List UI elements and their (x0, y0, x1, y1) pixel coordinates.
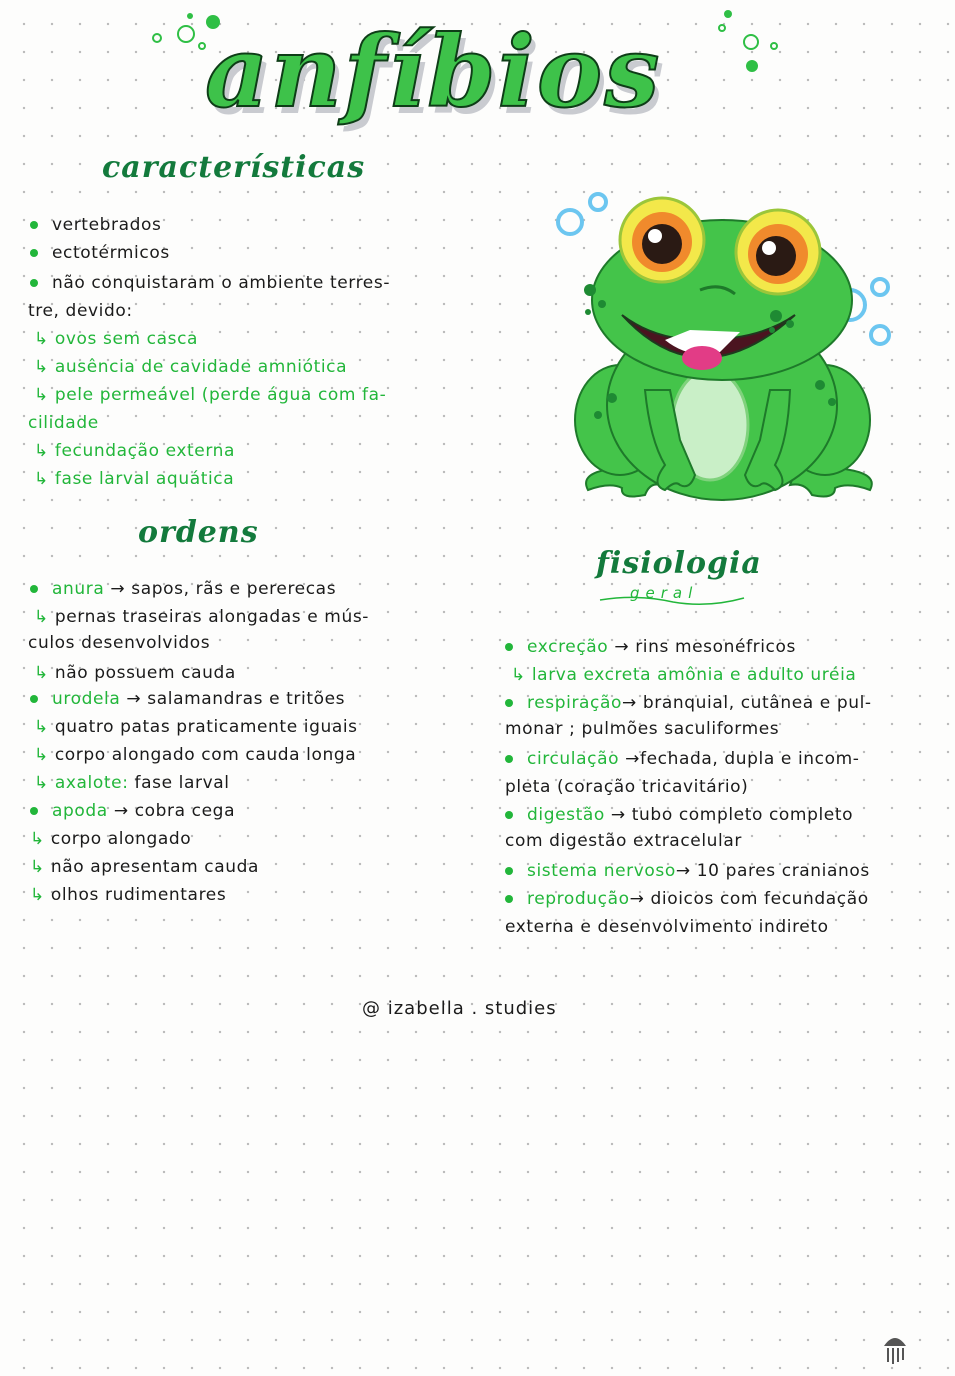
arrow-icon: ↳ (34, 441, 49, 461)
bullet-icon (505, 699, 513, 707)
arrow-icon: ↳ (30, 857, 45, 877)
list-item: sistema nervoso→ 10 pares cranianos (505, 860, 870, 882)
arrow-icon: → (675, 861, 691, 881)
arrow-icon: ↳ (34, 773, 49, 793)
section-heading-fisiologia: fisiologia (596, 546, 762, 581)
bullet-icon (30, 221, 38, 229)
arrow-icon: ↳ (34, 385, 49, 405)
arrow-icon: → (625, 749, 640, 769)
bullet-icon (30, 249, 38, 257)
list-item: ↳ não apresentam cauda (30, 857, 260, 877)
arrow-icon: → (622, 693, 637, 713)
arrow-icon: ↳ (34, 663, 49, 683)
bullet-icon (30, 585, 38, 593)
list-item: com digestão extracelular (505, 831, 742, 851)
list-item: circulação →fechada, dupla e incom- (505, 748, 860, 770)
bullet-icon (30, 807, 38, 815)
subheading-underline (598, 592, 748, 608)
arrow-icon: → (126, 689, 142, 709)
bullet-icon (30, 695, 38, 703)
list-item: ↳ fecundação externa (34, 441, 236, 461)
arrow-icon: ↳ (34, 717, 49, 737)
list-item: apoda → cobra cega (30, 800, 235, 822)
list-item: cilidade (28, 413, 99, 433)
bullet-icon (505, 755, 513, 763)
list-item: ↳ corpo alongado (30, 829, 192, 849)
arrow-icon: → (610, 805, 626, 825)
section-heading-caracteristicas: características (102, 150, 366, 185)
list-item: respiração→ branquial, cutânea e pul- (505, 692, 872, 714)
arrow-icon: → (614, 637, 630, 657)
arrow-icon: → (110, 579, 126, 599)
bullet-icon (505, 811, 513, 819)
list-item: vertebrados (30, 214, 161, 236)
list-item: excreção → rins mesonéfricos (505, 636, 796, 658)
list-item: urodela → salamandras e tritões (30, 688, 345, 710)
list-item: reprodução→ dioicos com fecundação (505, 888, 869, 910)
arrow-icon: ↳ (34, 469, 49, 489)
list-item: ectotérmicos (30, 242, 170, 264)
list-item: ↳ pernas traseiras alongadas e mús- (34, 607, 370, 627)
list-item: externa e desenvolvimento indireto (505, 917, 829, 937)
page-title: anfíbios (205, 15, 662, 130)
list-item: anura → sapos, rãs e pererecas (30, 578, 336, 600)
list-item: digestão → tubo completo completo (505, 804, 853, 826)
arrow-icon: ↳ (34, 357, 49, 377)
list-item: ↳ ausência de cavidade amniótica (34, 357, 348, 377)
jellyfish-icon (880, 1330, 910, 1366)
list-item: ↳ ovos sem casca (34, 329, 199, 349)
frog-illustration (550, 190, 910, 510)
section-heading-ordens: ordens (138, 515, 259, 550)
bullet-icon (30, 279, 38, 287)
list-item: ↳ axalote: fase larval (34, 773, 230, 793)
section-subheading-geral: geral (630, 584, 699, 602)
list-item: ↳ larva excreta amônia e adulto uréia (511, 665, 857, 685)
bullet-icon (505, 643, 513, 651)
list-item: ↳ não possuem cauda (34, 663, 236, 683)
list-item: ↳ pele permeável (perde água com fa- (34, 385, 387, 405)
arrow-icon: ↳ (34, 607, 49, 627)
list-item: não conquistaram o ambiente terres- (30, 272, 390, 294)
signature: @ izabella . studies (362, 998, 557, 1019)
list-item: ↳ corpo alongado com cauda longa (34, 745, 357, 765)
arrow-icon: ↳ (30, 885, 45, 905)
bullet-icon (505, 895, 513, 903)
list-item: ↳ quatro patas praticamente iguais (34, 717, 358, 737)
list-item: ↳ olhos rudimentares (30, 885, 227, 905)
arrow-icon: ↳ (30, 829, 45, 849)
arrow-icon: ↳ (511, 665, 526, 685)
arrow-icon: ↳ (34, 745, 49, 765)
bullet-icon (505, 867, 513, 875)
arrow-icon: ↳ (34, 329, 49, 349)
list-item: ↳ fase larval aquática (34, 469, 235, 489)
arrow-icon: → (629, 889, 645, 909)
list-item: monar ; pulmões saculiformes (505, 719, 780, 739)
list-item: tre, devido: (28, 301, 133, 321)
list-item: culos desenvolvidos (28, 633, 211, 653)
list-item: pleta (coração tricavitário) (505, 777, 749, 797)
arrow-icon: → (113, 801, 129, 821)
